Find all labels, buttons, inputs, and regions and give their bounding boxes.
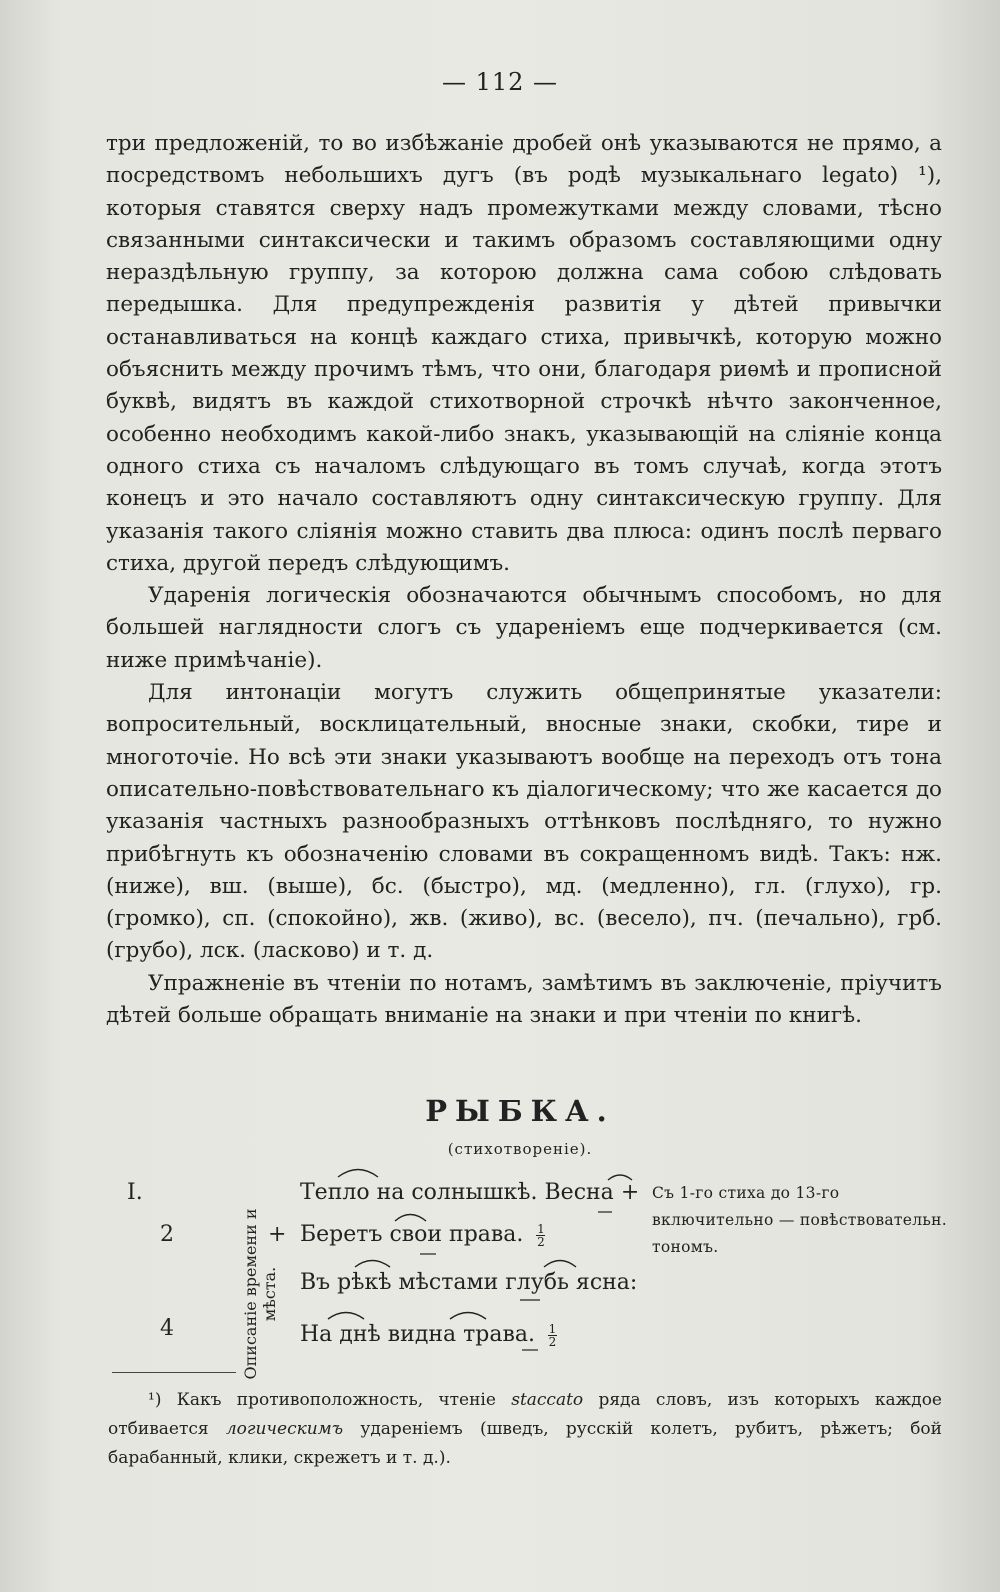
legato-arc bbox=[355, 1261, 390, 1268]
legato-arc bbox=[544, 1261, 576, 1268]
verse-line-text: Въ рѣкѣ мѣстами глубь ясна: bbox=[300, 1270, 638, 1295]
legato-arc bbox=[328, 1313, 364, 1320]
footnote-divider bbox=[112, 1372, 236, 1373]
verse-number: I. bbox=[127, 1180, 143, 1205]
paragraph-1: три предложеній, то во избѣжаніе дробей онѣ указываются не прямо, а посредствомъ небольшихъ дугъ (въ родѣ музыкальнаго legato) ¹), которыя ставятся сверху надъ промежутками между словами, тѣсно связанными синтаксически и такимъ образомъ составляющими одну нераздѣльную группу, за которою должна сама собою слѣдовать передышка. Для предупрежденія развитія у дѣтей привычки останавливаться на концѣ каждаго стиха, привычкѣ, которую можно объяснить между прочимъ тѣмъ, что они, благодаря риѳмѣ и прописной буквѣ, видятъ въ каждой стихотворной строчкѣ нѣчто законченное, особенно необходимъ какой-либо знакъ, указывающій на сліяніе конца одного стиха съ началомъ слѣдующаго въ томъ случаѣ, когда этотъ конецъ и это начало составляютъ одну синтаксическую группу. Для указанія такого сліянія можно ставить два плюса: одинъ послѣ перваго стиха, другой передъ слѣдующимъ. bbox=[106, 131, 942, 576]
fraction-numerator: 1 bbox=[537, 1221, 545, 1236]
plus-mark: + bbox=[620, 1180, 640, 1205]
paragraph-2: Ударенія логическія обозначаются обычнымъ способомъ, но для большей наглядности слогъ съ удареніемъ еще подчеркивается (см. ниже примѣчаніе). bbox=[106, 583, 942, 673]
legato-arc bbox=[338, 1170, 378, 1178]
verse-line-text: Беретъ свои права. bbox=[300, 1222, 524, 1247]
verse-line-text: На днѣ видна трава. bbox=[300, 1322, 535, 1347]
paragraph-4: Упражненіе въ чтеніи по нотамъ, замѣтимъ въ заключеніе, пріучитъ дѣтей больше обращать вниманіе на знаки и при чтеніи по книгѣ. bbox=[106, 970, 942, 1029]
fraction-numerator: 1 bbox=[548, 1321, 557, 1336]
poem-tone-note: Съ 1-го стиха до 13-го включительно — повѣствовательн. тономъ. bbox=[652, 1184, 947, 1256]
footnote-term-staccato: staccato bbox=[511, 1390, 584, 1410]
footnote-text: Какъ противоположность, чтеніе bbox=[176, 1390, 496, 1410]
footnote-term-logical: логическимъ bbox=[225, 1419, 344, 1439]
page-number: — 112 — bbox=[441, 68, 559, 96]
footnote-text: ряда словъ, изъ которыхъ каждое отбивается bbox=[108, 1390, 942, 1439]
verse-number: 2 bbox=[160, 1222, 174, 1247]
footnote-marker: ¹) bbox=[148, 1390, 162, 1410]
legato-arc bbox=[608, 1175, 632, 1180]
paragraph-3: Для интонаціи могутъ служить общепринятые указатели: вопросительный, восклицательный, вносные знаки, скобки, тире и многоточіе. Но всѣ эти знаки указываютъ вообще на переходъ отъ тона описательно-повѣствовательнаго къ діалогическому; что же касается до указанія частныхъ разнообразныхъ оттѣнковъ послѣдняго, то нужно прибѣгнуть къ обозначенію словами въ сокращенномъ видѣ. Такъ: нж. (ниже), вш. (выше), бс. (быстро), мд. (медленно), гл. (глухо), гр. (громко), сп. (спокойно), жв. (живо), вс. (весело), пч. (печально), грб. (грубо), лск. (ласково) и т. д. bbox=[106, 680, 942, 964]
legato-arc bbox=[450, 1313, 486, 1320]
verse-line-text: Тепло на солнышкѣ. Весна bbox=[300, 1180, 614, 1205]
poem-title: РЫБКА. bbox=[425, 1094, 615, 1128]
footnote-text: удареніемъ (шведъ, русскій колетъ, рубитъ, рѣжетъ; бой барабанный, клики, скрежетъ и т. д.). bbox=[108, 1419, 942, 1468]
poem-side-label: Описаніе времени и мѣста. bbox=[241, 1208, 279, 1380]
fraction-denominator: 2 bbox=[537, 1234, 545, 1249]
legato-arc bbox=[395, 1215, 426, 1222]
poem-subtitle: (стихотвореніе). bbox=[447, 1140, 593, 1158]
fraction-denominator: 2 bbox=[548, 1334, 557, 1349]
verse-number: 4 bbox=[160, 1316, 174, 1341]
footnote bbox=[108, 1386, 942, 1473]
plus-mark: + bbox=[268, 1222, 287, 1247]
